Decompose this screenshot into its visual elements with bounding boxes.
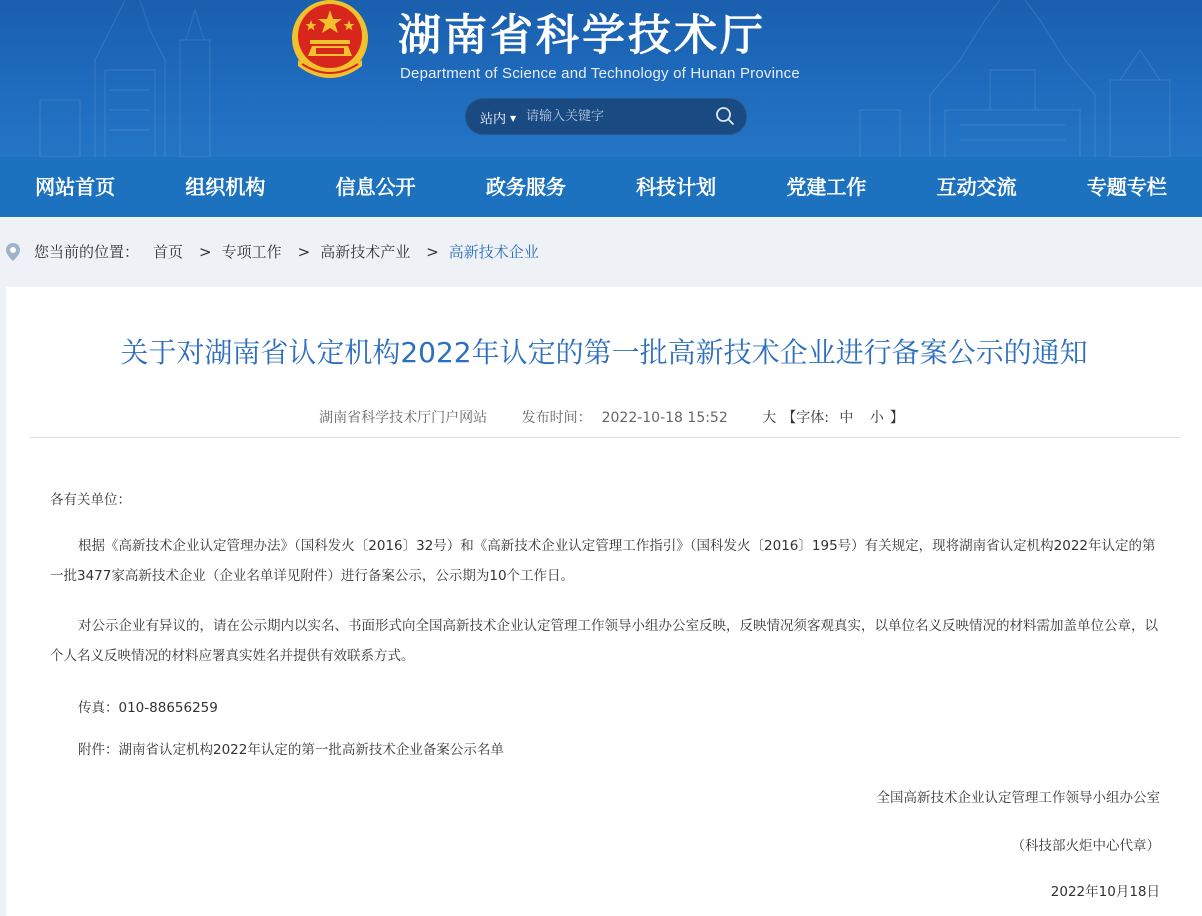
site-title: 湖南省科学技术厅 — [398, 11, 766, 61]
site-subtitle: Department of Science and Technology of Hunan Province — [400, 65, 800, 82]
font-size-medium[interactable]: 中 — [839, 410, 854, 426]
nav-item-home[interactable]: 网站首页 — [35, 175, 116, 199]
font-size-bracket-close: 】 — [889, 410, 904, 426]
breadcrumb-hightech-industry[interactable]: 高新技术产业 — [320, 243, 411, 261]
breadcrumb-hightech-enterprise[interactable]: 高新技术企业 — [448, 243, 539, 261]
breadcrumb-bar — [0, 217, 1202, 287]
breadcrumb-special-work[interactable]: 专项工作 — [221, 243, 282, 261]
fax-line: 传真：010-88656259 — [78, 700, 218, 716]
search-box — [465, 98, 747, 135]
attachment-line: 附件：湖南省认定机构2022年认定的第一批高新技术企业备案公示名单 — [78, 742, 504, 758]
nav-item-special-topics[interactable]: 专题专栏 — [1086, 175, 1167, 199]
meta-divider — [30, 437, 1180, 438]
search-input[interactable] — [526, 105, 706, 128]
search-scope-label: 站内 — [480, 112, 507, 127]
nav-item-interaction[interactable]: 互动交流 — [936, 175, 1017, 199]
signature-seal: （科技部火炬中心代章） — [1011, 838, 1160, 854]
nav-item-info-disclosure[interactable]: 信息公开 — [335, 175, 416, 199]
font-size-bracket-open: 【字体: — [782, 410, 829, 426]
paragraph-objections: 对公示企业有异议的，请在公示期内以实名、书面形式向全国高新技术企业认定管理工作领导小组办公室反映，反映情况须客观真实，以单位名义反映情况的材料需加盖单位公章，以个人名义反映情况的材料应署真实姓名并提供有效联系方式。 — [50, 618, 1158, 664]
publish-time-value: 2022-10-18 15:52 — [601, 410, 728, 426]
nav-item-sci-tech-plans[interactable]: 科技计划 — [636, 175, 717, 199]
nav-item-organization[interactable]: 组织机构 — [185, 175, 266, 199]
font-size-small[interactable]: 小 — [869, 410, 884, 426]
caret-down-icon: ▼ — [510, 114, 517, 123]
national-emblem-logo — [288, 0, 372, 86]
publish-label: 发布时间： — [521, 410, 592, 426]
signature-date: 2022年10月18日 — [1050, 884, 1160, 900]
main-nav — [0, 157, 1202, 217]
font-size-large[interactable]: 大 — [762, 410, 777, 426]
article-publish-time — [522, 410, 728, 426]
search-icon[interactable] — [714, 105, 736, 127]
search-scope-dropdown[interactable] — [480, 108, 516, 127]
location-pin-icon — [6, 243, 20, 261]
signature-org: 全国高新技术企业认定管理工作领导小组办公室 — [876, 790, 1160, 806]
breadcrumb-label: 您当前的位置： — [34, 243, 140, 261]
nav-item-party-building[interactable]: 党建工作 — [786, 175, 867, 199]
article-title: 关于对湖南省认定机构2022年认定的第一批高新技术企业进行备案公示的通知 — [120, 336, 1088, 369]
article-source: 湖南省科学技术厅门户网站 — [319, 410, 488, 426]
site-header — [0, 0, 1202, 157]
nav-item-gov-services[interactable]: 政务服务 — [485, 175, 566, 199]
greeting-text: 各有关单位： — [50, 492, 131, 508]
breadcrumb-separator: > — [297, 242, 311, 261]
article-meta — [6, 407, 1202, 427]
breadcrumb-separator: > — [426, 242, 439, 261]
breadcrumb-separator: > — [199, 242, 212, 261]
article-panel — [6, 287, 1202, 916]
paragraph-regulations: 根据《高新技术企业认定管理办法》（国科发火〔2016〕32号）和《高新技术企业认定管理工作指引》（国科发火〔2016〕195号）有关规定，现将湖南省认定机构2022年认定的第一批3477家高新技术企业（企业名单详见附件）进行备案公示，公示期为10个工作日。 — [50, 538, 1156, 584]
breadcrumb-home[interactable]: 首页 — [153, 243, 184, 261]
breadcrumb — [6, 241, 539, 262]
